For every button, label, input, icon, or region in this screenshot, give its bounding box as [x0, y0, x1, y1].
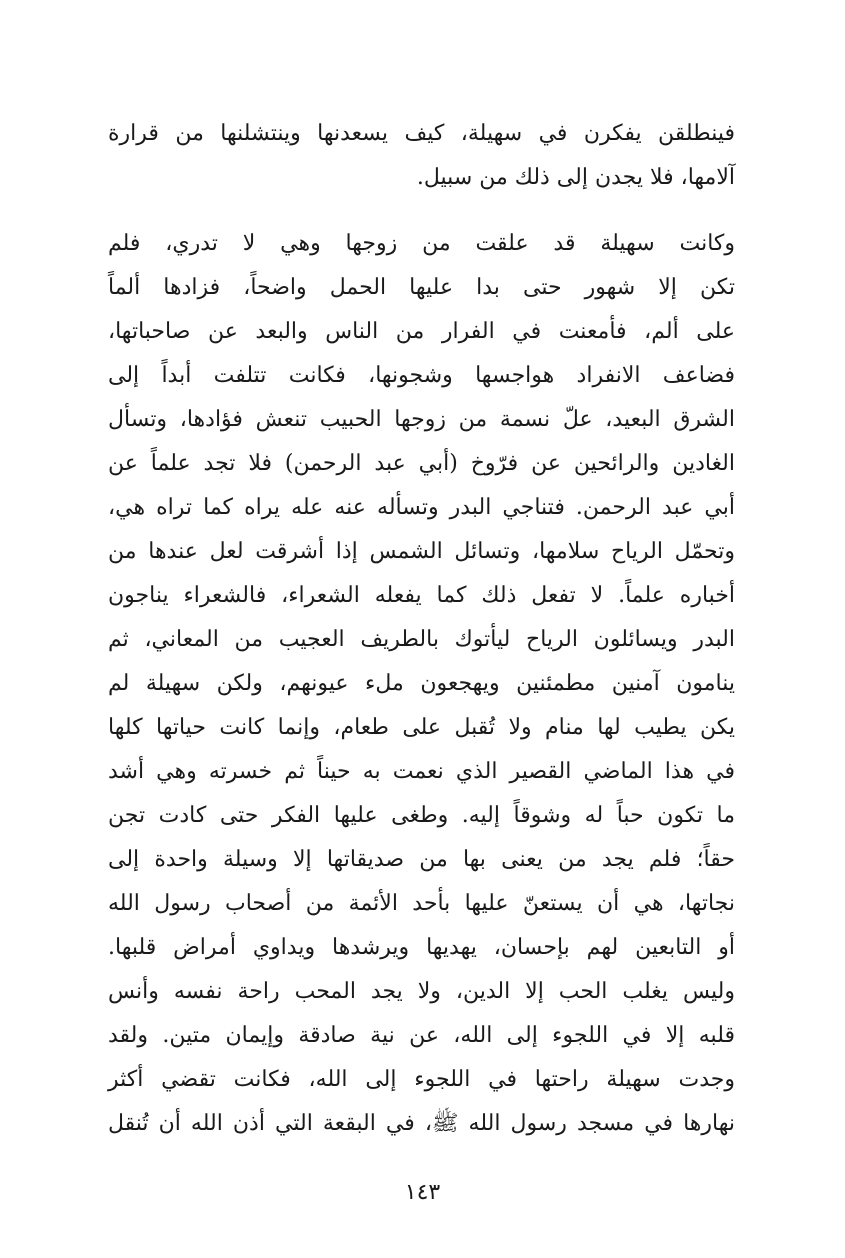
text-line: آلامها، فلا يجدن إلى ذلك من سبيل. — [416, 165, 735, 190]
text-line: يكن يطيب لها منام ولا تُقبل على طعام، وإنما كانت حياتها كلها — [108, 715, 735, 740]
text-line: ما تكون حباً له وشوقاً إليه. وطغى عليها الفكر حتى كادت تجن — [108, 803, 735, 828]
paragraph — [108, 222, 735, 1146]
text-line: البدر ويسائلون الرياح ليأتوك بالطريف العجيب من المعاني، ثم — [108, 627, 735, 652]
text-line: في هذا الماضي القصير الذي نعمت به حيناً ثم خسرته وهي أشد — [108, 759, 735, 784]
text-line: قلبه إلا في اللجوء إلى الله، عن نية صادقة وإيمان متين. ولقد — [108, 1023, 735, 1048]
text-line: ينامون آمنين مطمئنين ويهجعون ملء عيونهم، ولكن سهيلة لم — [108, 671, 735, 696]
text-line: على ألم، فأمعنت في الفرار من الناس والبعد عن صاحباتها، — [108, 319, 735, 344]
text-line: أخباره علماً. لا تفعل ذلك كما يفعله الشعراء، فالشعراء يناجون — [108, 583, 735, 608]
text-line: حقاً؛ فلم يجد من يعنى بها من صديقاتها إلا وسيلة واحدة إلى — [108, 847, 735, 872]
text-line: وليس يغلب الحب إلا الدين، ولا يجد المحب راحة نفسه وأنس — [108, 979, 735, 1004]
text-line: وجدت سهيلة راحتها في اللجوء إلى الله، فكانت تقضي أكثر — [108, 1067, 735, 1092]
text-line: تكن إلا شهور حتى بدا عليها الحمل واضحاً، فزادها ألماً — [108, 275, 735, 300]
text-line: فينطلقن يفكرن في سهيلة، كيف يسعدنها وينتشلنها من قرارة — [108, 121, 735, 146]
text-line: الشرق البعيد، علّ نسمة من زوجها الحبيب تنعش فؤادها، وتسأل — [108, 407, 735, 432]
text-line: أبي عبد الرحمن. فتناجي البدر وتسأله عنه عله يراه كما تراه هي، — [108, 495, 735, 520]
text-line: الغادين والرائحين عن فرّوخ (أبي عبد الرحمن) فلا تجد علماً عن — [108, 451, 735, 476]
text-line: أو التابعين لهم بإحسان، يهديها ويرشدها ويداوي أمراض قلبها. — [108, 935, 735, 960]
text-line: وكانت سهيلة قد علقت من زوجها وهي لا تدري، فلم — [108, 231, 735, 256]
text-line: وتحمّل الرياح سلامها، وتسائل الشمس إذا أشرقت لعل عندها من — [108, 539, 735, 564]
paragraph — [108, 112, 735, 200]
text-line: نجاتها، هي أن يستعنّ عليها بأحد الأئمة من أصحاب رسول الله — [108, 891, 735, 916]
page-number: ١٤٣ — [404, 1180, 441, 1205]
text-line: نهارها في مسجد رسول الله ﷺ، في البقعة التي أذن الله أن تُنقل — [108, 1111, 735, 1136]
text-line: فضاعف الانفراد هواجسها وشجونها، فكانت تتلفت أبداً إلى — [108, 363, 735, 388]
page-body — [108, 112, 735, 1146]
